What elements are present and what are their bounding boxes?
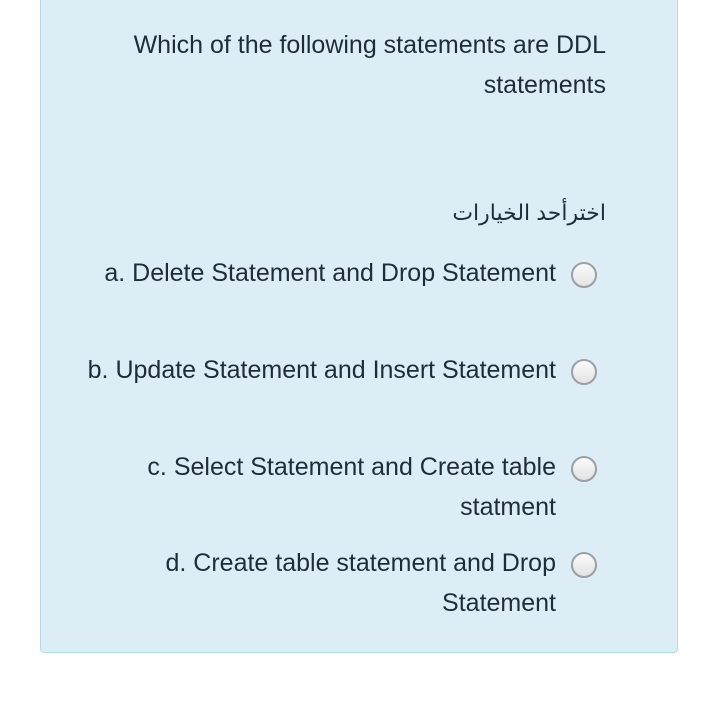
question-text: Which of the following statements are DDL statements xyxy=(133,31,606,99)
choose-one-prompt: اخترأحد الخيارات xyxy=(452,200,606,225)
option-a-label[interactable]: a. Delete Statement and Drop Statement xyxy=(104,259,556,287)
option-c[interactable] xyxy=(77,447,597,527)
option-c-radio[interactable] xyxy=(571,456,597,482)
option-d-label[interactable]: d. Create table statement and Drop Statement xyxy=(165,549,556,617)
option-a[interactable] xyxy=(77,253,597,333)
option-d[interactable] xyxy=(77,543,597,623)
question-card xyxy=(40,0,678,653)
option-b-radio[interactable] xyxy=(571,359,597,385)
option-c-label[interactable]: c. Select Statement and Create table statment xyxy=(147,453,556,521)
option-b-label[interactable]: b. Update Statement and Insert Statement xyxy=(87,356,556,384)
option-b[interactable] xyxy=(77,350,597,430)
option-a-radio[interactable] xyxy=(571,262,597,288)
option-d-radio[interactable] xyxy=(571,552,597,578)
